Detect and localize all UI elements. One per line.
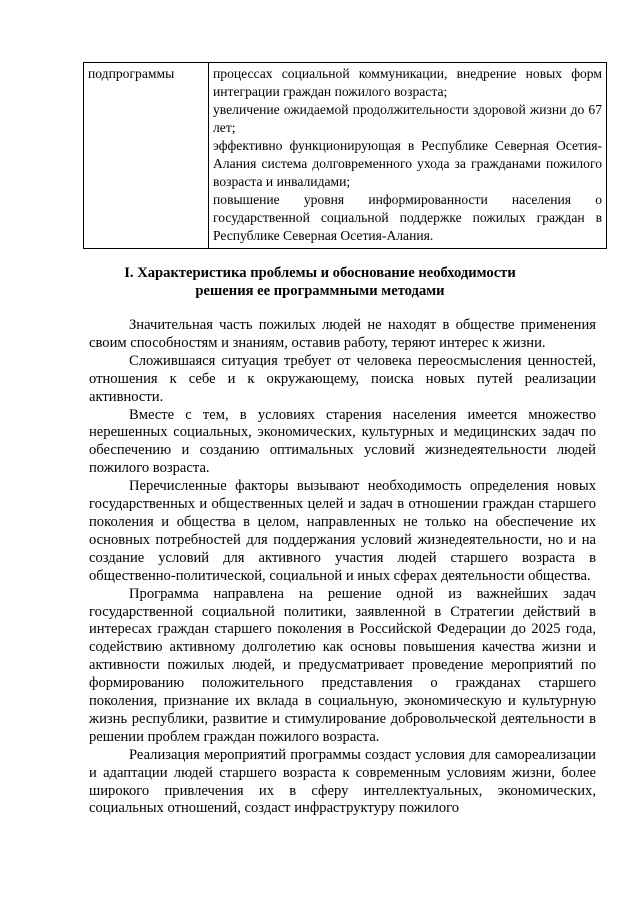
- table-item: увеличение ожидаемой продолжительности здоровой жизни до 67 лет;: [213, 102, 602, 135]
- section-heading-line-1: I. Характеристика проблемы и обоснование необходимости: [124, 265, 516, 281]
- paragraph: Значительная часть пожилых людей не находят в обществе применения своим способностям и знаниям, оставив работу, теряют интерес к жизни.: [89, 317, 596, 351]
- paragraph: Перечисленные факторы вызывают необходимость определения новых государственных и общественных целей и задач в отношении граждан старшего поколения и общества в целом, направленных не только на обеспечение их основных потребностей для поддержания условий жизнедеятельности, но и на создание условий для активного участия людей старшего возраста в общественно-политической, социальной и иных сферах деятельности общества.: [89, 478, 596, 584]
- body-text: [89, 317, 596, 818]
- table-item: процессах социальной коммуникации, внедрение новых форм интеграции граждан пожилого возраста;: [213, 66, 602, 99]
- paragraph: Реализация мероприятий программы создаст условия для самореализации и адаптации людей старшего возраста к современным условиям жизни, более широкого привлечения их в сферу интеллектуальных, экономических, социальных отношений, создаст инфраструктуру пожилого: [89, 746, 596, 817]
- paragraph: Сложившаяся ситуация требует от человека переосмысления ценностей, отношения к себе и к окружающему, поиска новых путей реализации активности.: [89, 352, 596, 405]
- table-row: [84, 63, 607, 249]
- program-passport-table: [83, 62, 607, 249]
- table-item: эффективно функционирующая в Республике Северная Осетия-Алания система долговременного ухода за гражданами пожилого возраста и инвалидами;: [213, 138, 602, 189]
- table-label-cell: [84, 63, 209, 249]
- section-heading-line-2: решения ее программными методами: [195, 283, 445, 299]
- paragraph: Вместе с тем, в условиях старения населения имеется множество нерешенных социальных, экономических, культурных и медицинских задач по обеспечению и созданию оптимальных условий жизнедеятельности людей пожилого возраста.: [89, 406, 596, 477]
- section-heading: [96, 264, 544, 300]
- table-label: подпрограммы: [88, 66, 175, 81]
- table-content-cell: [209, 63, 607, 249]
- table-item: повышение уровня информированности населения о государственной социальной поддержке пожилых граждан в Республике Северная Осетия-Алания.: [213, 192, 602, 243]
- paragraph: Программа направлена на решение одной из важнейших задач государственной социальной политики, заявленной в Стратегии действий в интересах граждан старшего поколения в Российской Федерации до 2025 года, содействию активному долголетию как основы повышения качества жизни и активности пожилых людей, и предусматривает проведение мероприятий по формированию положительного представления о гражданах старшего поколения, признание их вклада в социальную, экономическую и культурную жизнь республики, развитие и стимулирование добровольческой деятельности в решении проблем граждан пожилого возраста.: [89, 585, 596, 745]
